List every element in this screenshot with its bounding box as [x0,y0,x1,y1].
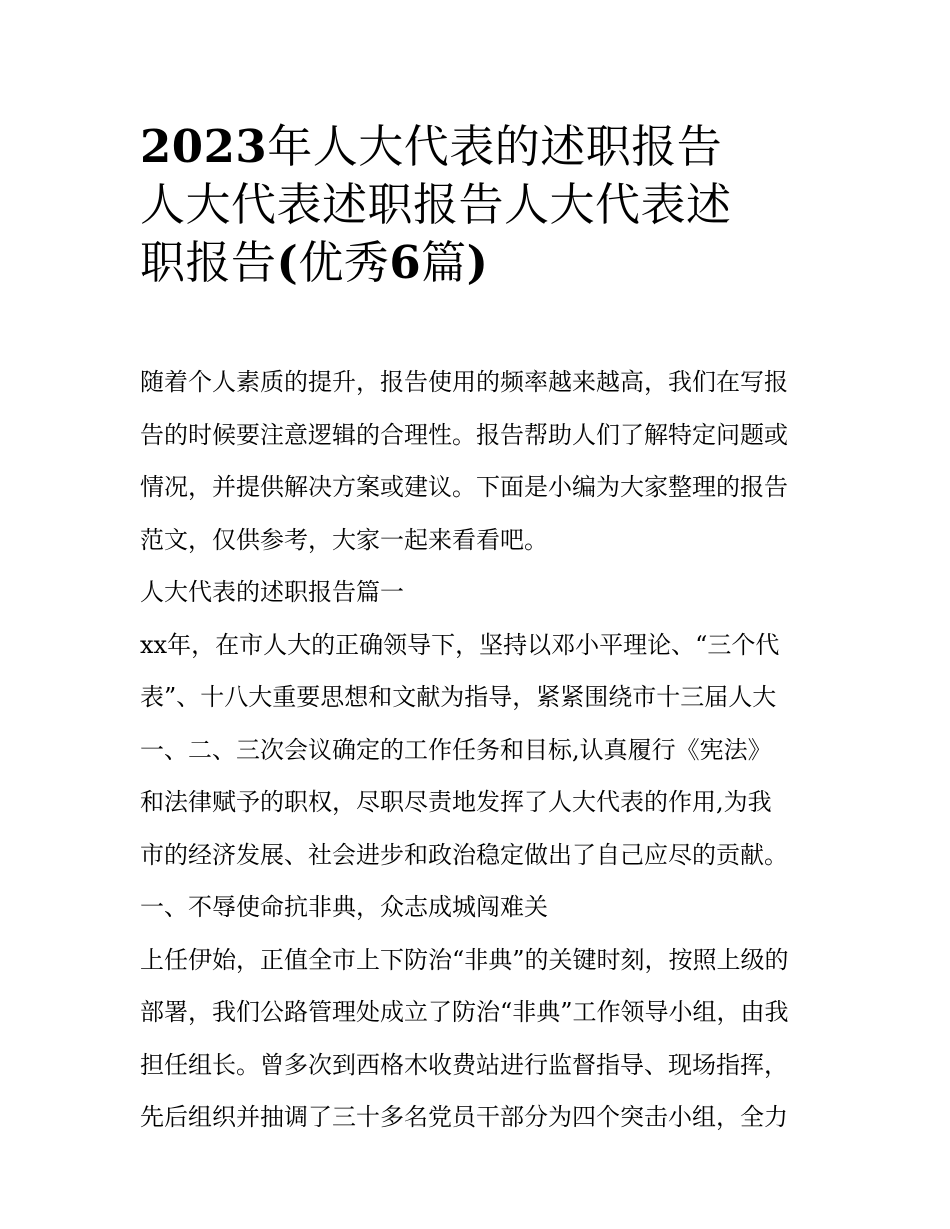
body-line: 一、二、三次会议确定的工作任务和目标,认真履行《宪法》 [140,735,772,764]
title-line: 职报告(优秀6篇) [140,236,489,289]
body-line: 表”、十八大重要思想和文献为指导，紧紧围绕市十三届人大 [140,683,777,711]
body-line: 告的时候要注意逻辑的合理性。报告帮助人们了解特定问题或 [140,420,788,449]
body-line: 部署，我们公路管理处成立了防治“非典”工作领导小组，由我 [140,998,789,1026]
document-title [140,118,820,292]
document-page [140,0,820,1229]
body-line: 先后组织并抽调了三十多名党员干部分为四个突击小组，全力 [140,1103,788,1131]
body-line: xx年，在市人大的正确领导下，坚持以邓小平理论、“三个代 [140,630,780,659]
body-line: 情况，并提供解决方案或建议。下面是小编为大家整理的报告 [140,473,788,501]
body-line: 随着个人素质的提升，报告使用的频率越来越高，我们在写报 [140,368,788,396]
title-line: 2023年人大代表的述职报告 [140,120,723,173]
body-line: 担任组长。曾多次到西格木收费站进行监督指导、现场指挥， [140,1050,788,1079]
document-body [140,356,820,1144]
body-line: 上任伊始，正值全市上下防治“非典”的关键时刻，按照上级的 [140,945,789,974]
body-line: 市的经济发展、社会进步和政治稳定做出了自己应尽的贡献。 [140,840,788,869]
section-heading: 人大代表的述职报告篇一 [140,578,404,606]
body-line: 和法律赋予的职权，尽职尽责地发挥了人大代表的作用,为我 [140,788,772,816]
subsection-heading: 一、不辱使命抗非典，众志成城闯难关 [140,893,548,921]
body-line: 范文，仅供参考，大家一起来看看吧。 [140,525,548,554]
title-line: 人大代表述职报告人大代表述 [140,178,732,231]
